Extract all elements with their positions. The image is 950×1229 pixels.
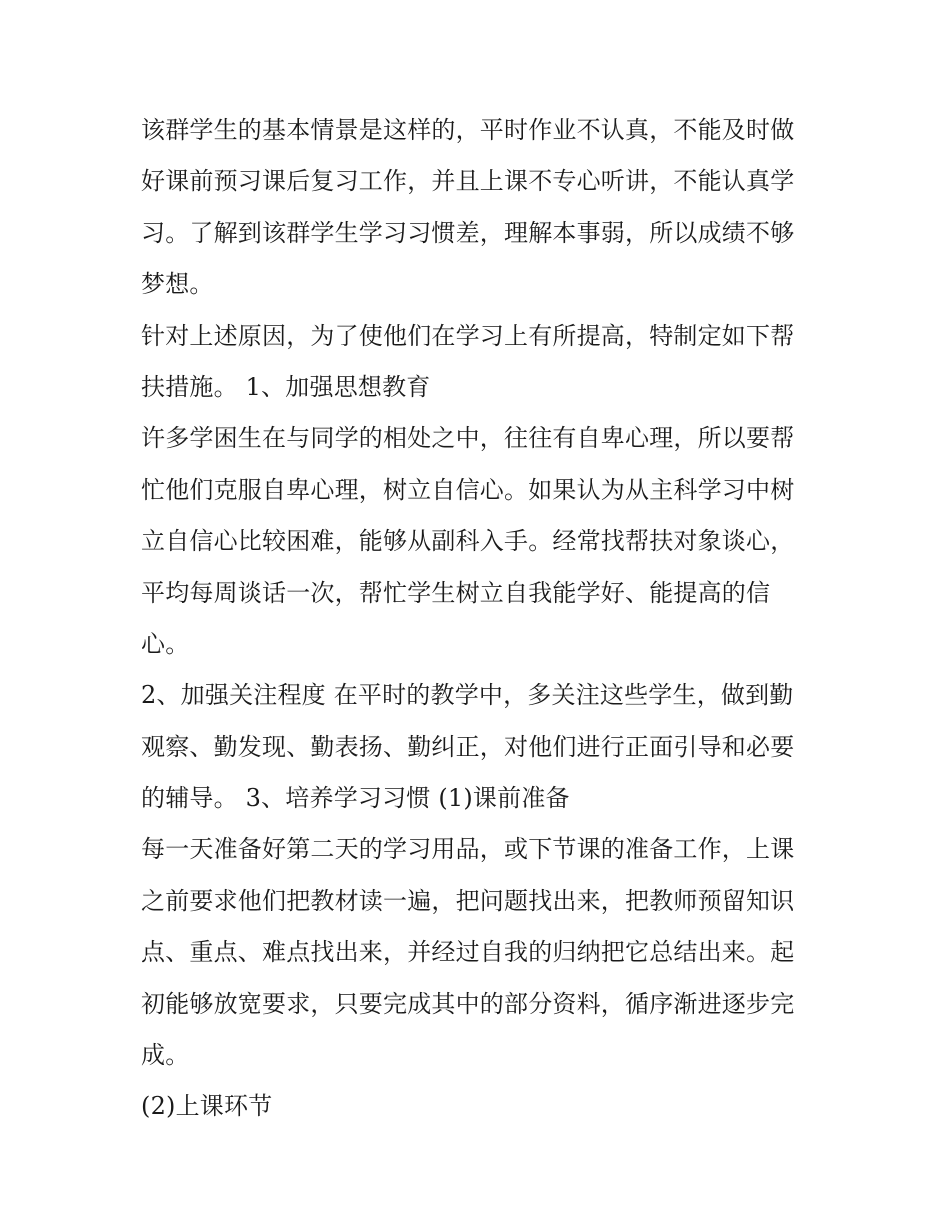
text-line: 梦想。 <box>141 270 214 299</box>
text-line: 习。了解到该群学生学习习惯差，理解本事弱，所以成绩不够 <box>141 218 795 247</box>
text-line: 好课前预习课后复习工作，并且上课不专心听讲，不能认真学 <box>141 167 795 196</box>
text-line: 成。 <box>141 1041 190 1070</box>
document-body <box>141 105 821 1133</box>
text-line: 观察、勤发现、勤表扬、勤纠正，对他们进行正面引导和必要 <box>141 732 795 761</box>
text-line: 平均每周谈话一次，帮忙学生树立自我能学好、能提高的信 <box>141 578 771 607</box>
text-line: 该群学生的基本情景是这样的，平时作业不认真，不能及时做 <box>141 116 795 144</box>
text-line: 立自信心比较困难，能够从副科入手。经常找帮扶对象谈心， <box>141 527 795 556</box>
text-line: 许多学困生在与同学的相处之中，往往有自卑心理，所以要帮 <box>141 424 795 453</box>
text-line: 每一天准备好第二天的学习用品，或下节课的准备工作，上课 <box>141 835 795 864</box>
text-line: 心。 <box>141 629 190 658</box>
text-line: 针对上述原因，为了使他们在学习上有所提高，特制定如下帮 <box>141 321 795 350</box>
text-line: 的辅导。 3、培养学习习惯 (1)课前准备 <box>141 784 570 813</box>
text-line: 之前要求他们把教材读一遍，把问题找出来，把教师预留知识 <box>141 886 795 915</box>
text-line: 扶措施。 1、加强思想教育 <box>141 372 431 401</box>
text-line: 点、重点、难点找出来，并经过自我的归纳把它总结出来。起 <box>141 938 795 967</box>
text-line: 初能够放宽要求，只要完成其中的部分资料，循序渐进逐步完 <box>141 989 795 1018</box>
text-line: 忙他们克服自卑心理，树立自信心。如果认为从主科学习中树 <box>141 475 795 504</box>
text-line: (2)上课环节 <box>141 1092 273 1121</box>
text-line: 2、加强关注程度 在平时的教学中，多关注这些学生，做到勤 <box>141 681 794 710</box>
